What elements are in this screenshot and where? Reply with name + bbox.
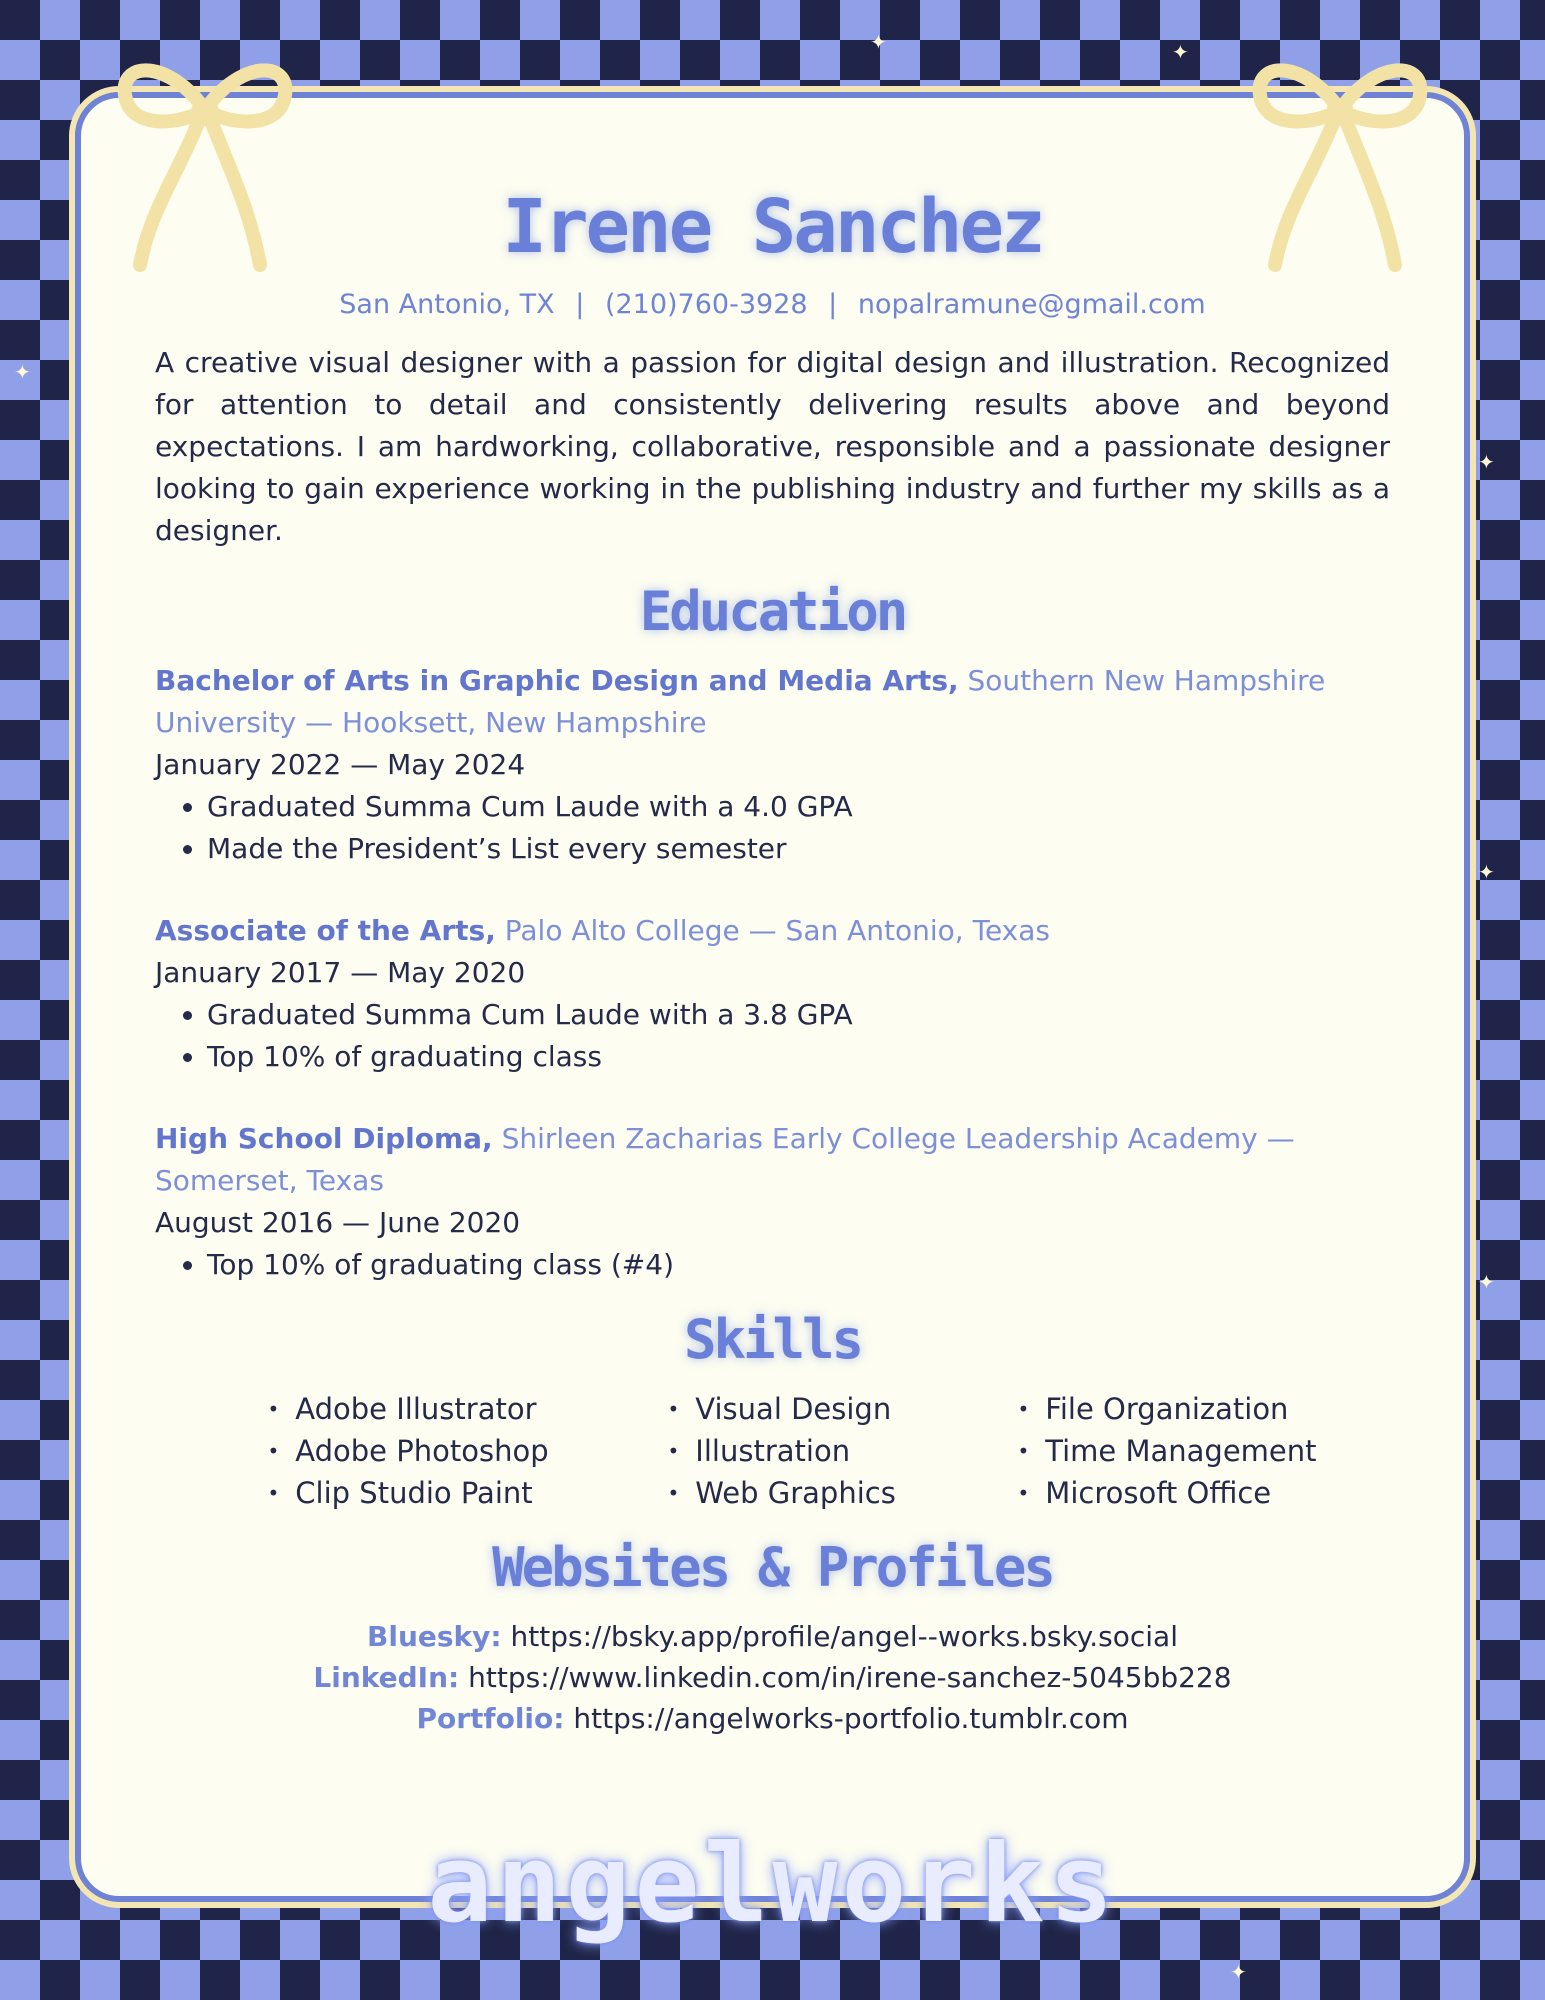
location: San Antonio, TX [339,289,555,320]
degree-title: High School Diploma, [155,1122,493,1155]
skill-item: • File Organization [1018,1388,1358,1430]
contact-line [155,288,1390,322]
list-item: • Made the President’s List every semester [207,828,1390,870]
school-name: Palo Alto College — San Antonio, Texas [504,914,1050,947]
linkedin-link[interactable]: https://www.linkedin.com/in/irene-sanchez-5045bb228 [468,1661,1232,1694]
skill-item: • Adobe Illustrator [268,1388,668,1430]
achievement-list [155,786,1390,870]
school-name: Southern New Hampshire University — Hooksett, New Hampshire [155,664,1326,739]
skills-heading: Skills [683,1308,862,1371]
degree-title: Associate of the Arts, [155,914,496,947]
date-range: August 2016 — June 2020 [155,1206,521,1239]
skills-column [1018,1388,1358,1514]
contact-separator: | [828,289,838,320]
sparkle-icon: ✦ [870,30,887,54]
profile-links [155,1616,1390,1739]
skills-column [668,1388,1018,1514]
candidate-name: Irene Sanchez [502,184,1043,270]
list-item: • Top 10% of graduating class [207,1036,1390,1078]
education-heading: Education [639,580,906,643]
email-address[interactable]: nopalramune@gmail.com [857,289,1206,320]
date-range: January 2017 — May 2020 [155,956,526,989]
education-entry [155,1118,1390,1286]
sparkle-icon: ✦ [1478,1270,1495,1294]
skill-item: • Time Management [1018,1430,1358,1472]
link-label: Bluesky: [367,1620,502,1653]
phone-number: (210)760-3928 [604,289,808,320]
skill-item: • Microsoft Office [1018,1472,1358,1514]
link-label: LinkedIn: [313,1661,460,1694]
link-label: Portfolio: [416,1702,565,1735]
list-item: • Graduated Summa Cum Laude with a 4.0 GPA [207,786,1390,828]
portfolio-link[interactable]: https://angelworks-portfolio.tumblr.com [573,1702,1129,1735]
education-entry [155,910,1390,1078]
bluesky-link[interactable]: https://bsky.app/profile/angel--works.bsky.social [510,1620,1178,1653]
achievement-list [155,994,1390,1078]
skill-item: • Visual Design [668,1388,1018,1430]
sparkle-icon: ✦ [14,360,31,384]
websites-heading: Websites & Profiles [492,1536,1053,1599]
professional-summary: A creative visual designer with a passion for digital design and illustration. Recognized for attention to detail and consistently delivering results above and beyond expectations. I am hardworking, collaborative, responsible and a passionate designer looking to gain experience working in the publishing industry and further my skills as a designer. [155,346,1390,547]
skills-list [155,1388,1390,1514]
skill-item: • Clip Studio Paint [268,1472,668,1514]
link-row [155,1698,1390,1739]
list-item: • Top 10% of graduating class (#4) [207,1244,1390,1286]
skill-item: • Illustration [668,1430,1018,1472]
angelworks-logo: angelworks [427,1822,1118,1947]
sparkle-icon: ✦ [1478,450,1495,474]
date-range: January 2022 — May 2024 [155,748,526,781]
list-item: • Graduated Summa Cum Laude with a 3.8 GPA [207,994,1390,1036]
skill-item: • Web Graphics [668,1472,1018,1514]
sparkle-icon: ✦ [1478,860,1495,884]
contact-separator: | [575,289,585,320]
skill-item: • Adobe Photoshop [268,1430,668,1472]
link-row [155,1616,1390,1657]
skills-column [268,1388,668,1514]
sparkle-icon: ✦ [1172,40,1189,64]
achievement-list [155,1244,1390,1286]
link-row [155,1657,1390,1698]
school-name: Shirleen Zacharias Early College Leadership Academy — Somerset, Texas [155,1122,1295,1197]
degree-title: Bachelor of Arts in Graphic Design and Media Arts, [155,664,959,697]
resume-content [155,180,1390,1739]
sparkle-icon: ✦ [1230,1960,1247,1984]
education-entry [155,660,1390,870]
